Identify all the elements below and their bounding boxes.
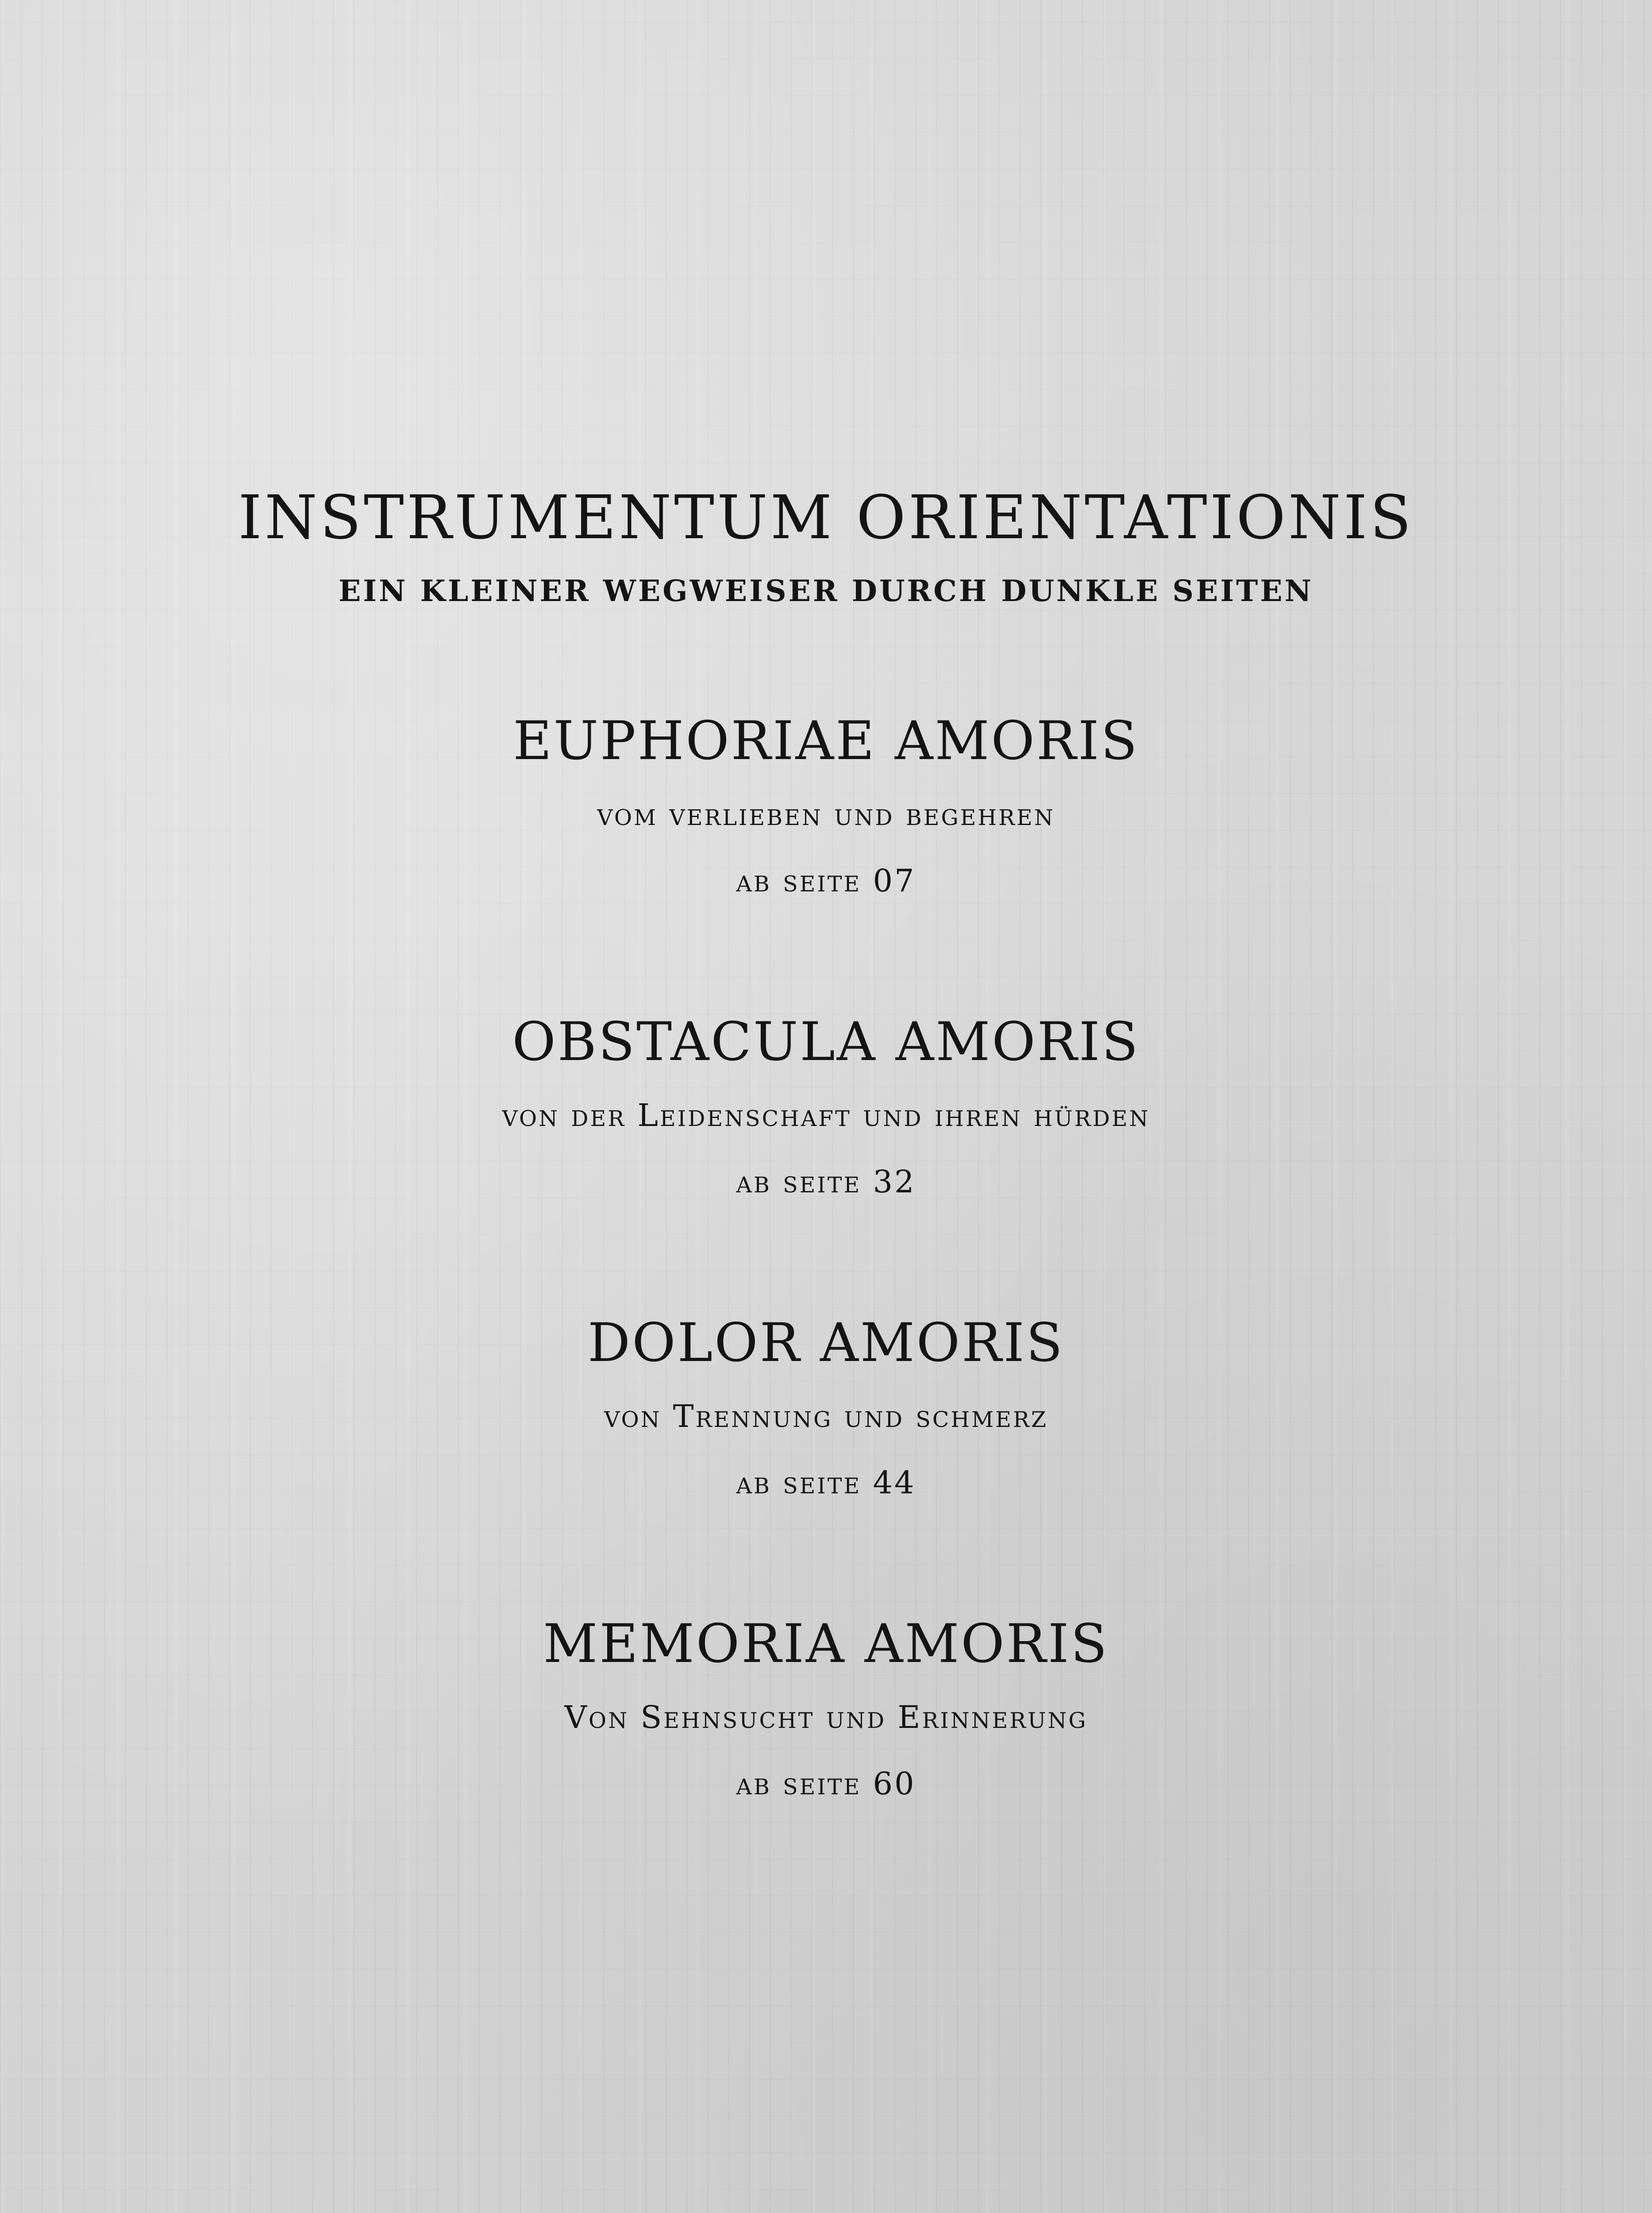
section-description: von Trennung und schmerz <box>604 1398 1048 1434</box>
section-title: EUPHORIAE AMORIS <box>513 710 1139 772</box>
section-page-ref: ab seite 44 <box>736 1465 916 1501</box>
section-title: OBSTACULA AMORIS <box>512 1011 1140 1073</box>
section-description: vom verlieben und begehren <box>597 796 1055 833</box>
toc-header <box>0 482 1652 611</box>
section-page-ref: ab seite 32 <box>736 1164 916 1200</box>
toc-section-euphoriae <box>0 708 1652 903</box>
section-page-ref: ab seite 07 <box>736 863 916 899</box>
toc-section-memoria <box>0 1611 1652 1806</box>
section-description: von der Leidenschaft und ihren hürden <box>502 1097 1150 1133</box>
section-title: MEMORIA AMORIS <box>543 1613 1109 1675</box>
section-title: DOLOR AMORIS <box>587 1312 1065 1374</box>
section-page-ref: ab seite 60 <box>736 1766 916 1802</box>
toc-section-dolor <box>0 1310 1652 1505</box>
section-description: Von Sehnsucht und Erinnerung <box>564 1699 1088 1735</box>
page-title: INSTRUMENTUM ORIENTATIONIS <box>238 483 1414 553</box>
toc-section-obstacula <box>0 1009 1652 1204</box>
page-subtitle: EIN KLEINER WEGWEISER DURCH DUNKLE SEITEN <box>338 574 1314 608</box>
